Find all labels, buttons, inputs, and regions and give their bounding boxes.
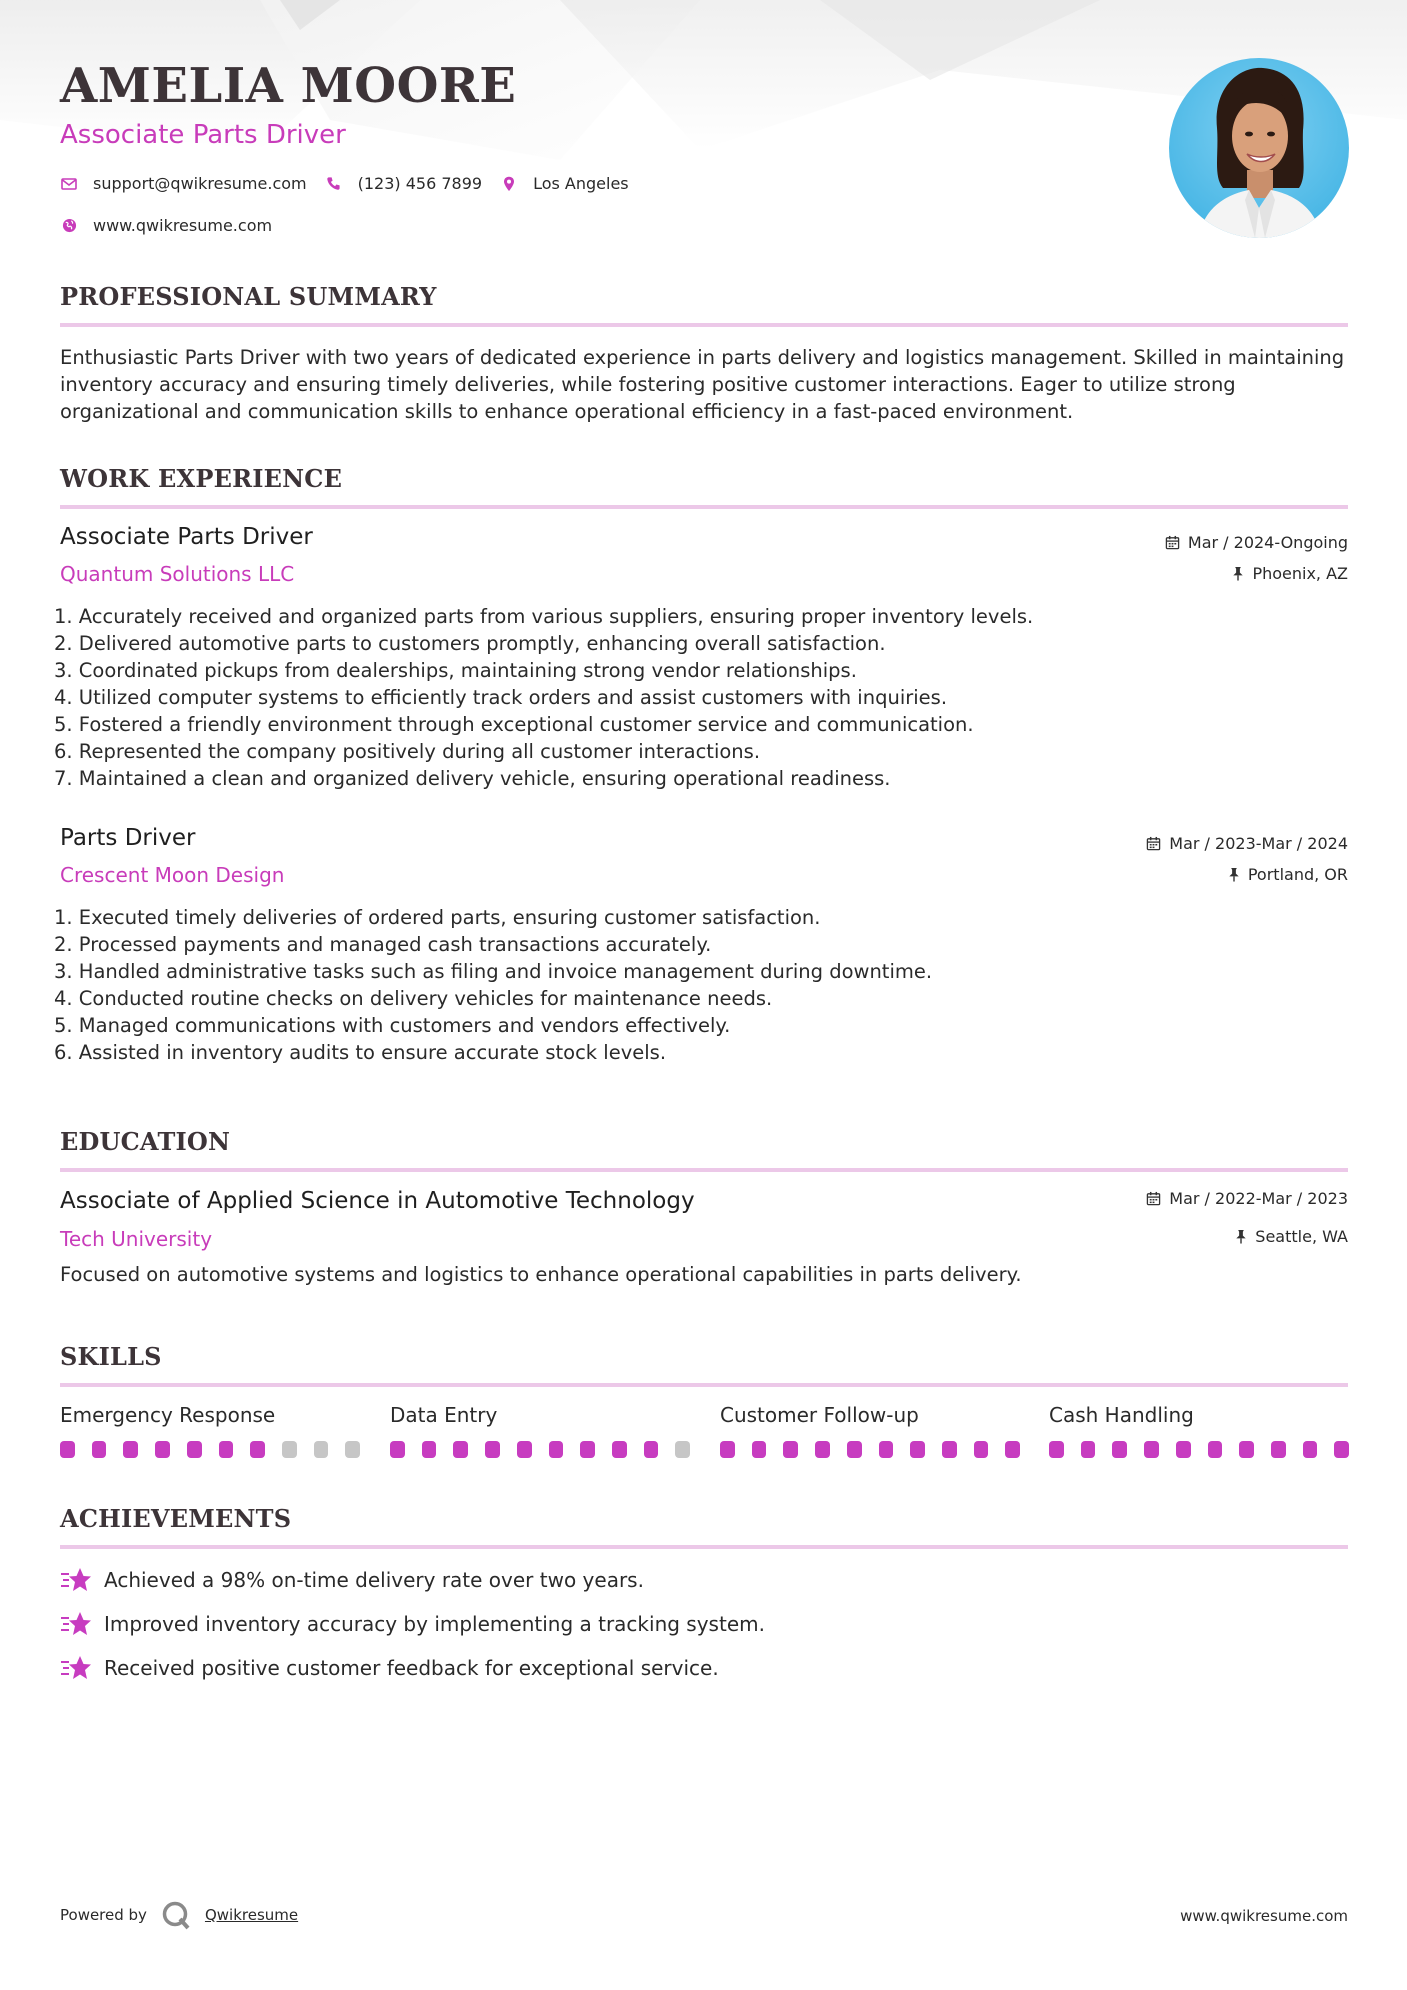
- phone-icon: [325, 175, 343, 193]
- list-item: 7. Maintained a clean and organized delivery vehicle, ensuring operational readiness.: [54, 767, 891, 790]
- list-item: 5. Managed communications with customers and vendors effectively.: [54, 1014, 731, 1037]
- rating-dot-filled: [910, 1441, 925, 1458]
- education-school: Tech University: [60, 1227, 213, 1251]
- job-company: Crescent Moon Design: [60, 863, 285, 887]
- job-company: Quantum Solutions LLC: [60, 562, 295, 586]
- list-item: 1. Accurately received and organized parts from various suppliers, ensuring proper inventory levels.: [54, 605, 1034, 628]
- resume-page: [54, 0, 1348, 1990]
- rating-dot-filled: [453, 1441, 468, 1458]
- job-location-text: Phoenix, AZ: [1252, 564, 1348, 583]
- rating-dot-filled: [123, 1441, 138, 1458]
- qwikresume-link[interactable]: Qwikresume: [204, 1906, 299, 1924]
- job-title: Associate Parts Driver: [60, 524, 313, 550]
- rating-dot-filled: [1049, 1441, 1064, 1458]
- rating-dot-filled: [1176, 1441, 1191, 1458]
- skills-section-title: SKILLS: [60, 1342, 1348, 1387]
- website-link[interactable]: www.qwikresume.com: [93, 216, 273, 235]
- calendar-icon: [1146, 1191, 1161, 1206]
- rating-dot-filled: [517, 1441, 532, 1458]
- calendar-icon: [1146, 836, 1161, 851]
- list-item: 5. Fostered a friendly environment through exceptional customer service and communication.: [54, 713, 974, 736]
- summary-text: Enthusiastic Parts Driver with two years of dedicated experience in parts delivery and logistics management. Skilled in maintaining inventory accuracy and ensuring timely deliveries, while fostering positive customer interactions. Eager to utilize strong organizational and communication skills to enhance operational efficiency in a fast-paced environment.: [60, 346, 1345, 423]
- rating-dot-filled: [1239, 1441, 1254, 1458]
- skill-name: Data Entry: [390, 1403, 498, 1427]
- achievement-item: [60, 1610, 765, 1638]
- skill-item: [1049, 1403, 1349, 1458]
- footer-powered-by: [60, 1900, 298, 1930]
- achievement-text: Improved inventory accuracy by implementing a tracking system.: [104, 1612, 765, 1636]
- qwikresume-logo-icon: [161, 1900, 191, 1930]
- list-item: 1. Executed timely deliveries of ordered parts, ensuring customer satisfaction.: [54, 906, 821, 929]
- rating-dot-filled: [485, 1441, 500, 1458]
- list-item: 2. Processed payments and managed cash transactions accurately.: [54, 933, 712, 956]
- powered-by-label: Powered by: [60, 1906, 147, 1924]
- rating-dot-filled: [250, 1441, 265, 1458]
- experience-section-title: WORK EXPERIENCE: [60, 464, 1348, 509]
- rating-dot-filled: [644, 1441, 659, 1458]
- rating-dot-filled: [815, 1441, 830, 1458]
- rating-dot-filled: [879, 1441, 894, 1458]
- list-item: 3. Handled administrative tasks such as filing and invoice management during downtime.: [54, 960, 933, 983]
- rating-dot-filled: [942, 1441, 957, 1458]
- location-text: Los Angeles: [533, 174, 629, 193]
- candidate-name: AMELIA MOORE: [60, 58, 517, 114]
- star-icon: [60, 1610, 92, 1638]
- rating-dot-empty: [282, 1441, 297, 1458]
- contact-row-secondary: [60, 216, 290, 235]
- skill-name: Emergency Response: [60, 1403, 276, 1427]
- rating-dot-filled: [1208, 1441, 1223, 1458]
- summary-section-title: PROFESSIONAL SUMMARY: [60, 282, 1348, 327]
- star-icon: [60, 1566, 92, 1594]
- calendar-icon: [1165, 535, 1180, 550]
- education-dates: [1146, 1189, 1348, 1208]
- skill-item: [390, 1403, 690, 1458]
- star-icon: [60, 1654, 92, 1682]
- rating-dot-filled: [752, 1441, 767, 1458]
- achievement-text: Received positive customer feedback for exceptional service.: [104, 1656, 719, 1680]
- list-item: 3. Coordinated pickups from dealerships, maintaining strong vendor relationships.: [54, 659, 857, 682]
- job-dates: [1165, 533, 1348, 552]
- list-item: 4. Conducted routine checks on delivery vehicles for maintenance needs.: [54, 987, 773, 1010]
- education-section-title: EDUCATION: [60, 1127, 1348, 1172]
- education-location: [1235, 1227, 1348, 1246]
- rating-dot-filled: [92, 1441, 107, 1458]
- achievement-text: Achieved a 98% on-time delivery rate over two years.: [104, 1568, 644, 1592]
- pushpin-icon: [1235, 1229, 1247, 1244]
- rating-dot-filled: [974, 1441, 989, 1458]
- rating-dot-filled: [1303, 1441, 1318, 1458]
- phone-number[interactable]: (123) 456 7899: [357, 174, 483, 193]
- globe-icon: [60, 217, 78, 235]
- list-item: 2. Delivered automotive parts to customers promptly, enhancing overall satisfaction.: [54, 632, 886, 655]
- achievement-item: [60, 1566, 644, 1594]
- envelope-icon: [60, 175, 78, 193]
- job-dates-text: Mar / 2024-Ongoing: [1187, 533, 1348, 552]
- rating-dot-filled: [1144, 1441, 1159, 1458]
- education-degree: Associate of Applied Science in Automotive Technology: [60, 1188, 695, 1214]
- rating-dot-filled: [422, 1441, 437, 1458]
- job-location-text: Portland, OR: [1247, 865, 1348, 884]
- email-link[interactable]: support@qwikresume.com: [93, 174, 307, 193]
- rating-dot-filled: [580, 1441, 595, 1458]
- rating-dot-filled: [1271, 1441, 1286, 1458]
- rating-dot-filled: [1005, 1441, 1020, 1458]
- education-dates-text: Mar / 2022-Mar / 2023: [1169, 1189, 1348, 1208]
- education-description: Focused on automotive systems and logistics to enhance operational capabilities in parts delivery.: [60, 1263, 1022, 1286]
- job-location: [1232, 564, 1348, 583]
- rating-dot-filled: [390, 1441, 405, 1458]
- skill-rating: [390, 1441, 690, 1458]
- candidate-role: Associate Parts Driver: [60, 120, 346, 150]
- rating-dot-filled: [847, 1441, 862, 1458]
- job-title: Parts Driver: [60, 825, 196, 851]
- rating-dot-filled: [187, 1441, 202, 1458]
- skill-rating: [1049, 1441, 1349, 1458]
- profile-photo: [1169, 58, 1349, 238]
- job-dates-text: Mar / 2023-Mar / 2024: [1169, 834, 1348, 853]
- rating-dot-empty: [675, 1441, 690, 1458]
- rating-dot-filled: [1081, 1441, 1096, 1458]
- list-item: 6. Assisted in inventory audits to ensure accurate stock levels.: [54, 1041, 667, 1064]
- skill-rating: [60, 1441, 360, 1458]
- rating-dot-filled: [219, 1441, 234, 1458]
- rating-dot-filled: [1334, 1441, 1349, 1458]
- rating-dot-filled: [783, 1441, 798, 1458]
- map-pin-icon: [500, 175, 518, 193]
- job-dates: [1146, 834, 1348, 853]
- rating-dot-filled: [60, 1441, 75, 1458]
- list-item: 4. Utilized computer systems to efficiently track orders and assist customers with inquiries.: [54, 686, 948, 709]
- contact-row-primary: [60, 174, 647, 193]
- skill-item: [60, 1403, 360, 1458]
- rating-dot-filled: [549, 1441, 564, 1458]
- achievement-item: [60, 1654, 719, 1682]
- list-item: 6. Represented the company positively during all customer interactions.: [54, 740, 761, 763]
- skill-name: Cash Handling: [1049, 1403, 1194, 1427]
- rating-dot-filled: [612, 1441, 627, 1458]
- achievements-section-title: ACHIEVEMENTS: [60, 1504, 1348, 1549]
- rating-dot-filled: [1112, 1441, 1127, 1458]
- rating-dot-filled: [720, 1441, 735, 1458]
- job-bullet-list: [54, 904, 1348, 1066]
- rating-dot-filled: [155, 1441, 170, 1458]
- skill-item: [720, 1403, 1020, 1458]
- job-location: [1228, 865, 1348, 884]
- skill-rating: [720, 1441, 1020, 1458]
- job-bullet-list: [54, 603, 1348, 792]
- education-location-text: Seattle, WA: [1255, 1227, 1348, 1246]
- pushpin-icon: [1228, 867, 1240, 882]
- rating-dot-empty: [314, 1441, 329, 1458]
- rating-dot-empty: [345, 1441, 360, 1458]
- skill-name: Customer Follow-up: [720, 1403, 919, 1427]
- footer-url[interactable]: www.qwikresume.com: [1180, 1907, 1348, 1925]
- pushpin-icon: [1232, 566, 1244, 581]
